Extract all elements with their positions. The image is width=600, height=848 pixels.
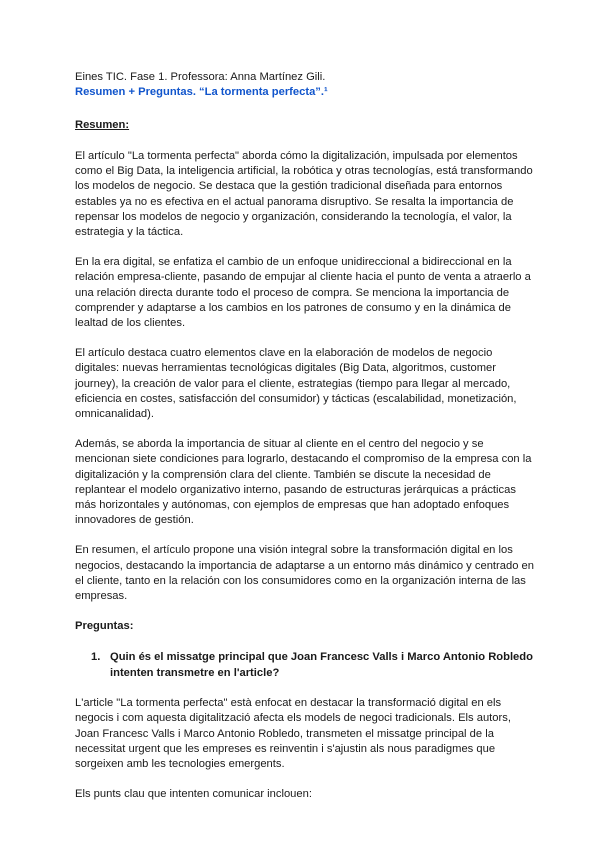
preguntas-heading: Preguntas:: [75, 620, 134, 633]
resumen-paragraph-3: El artículo destaca cuatro elementos clave en la elaboración de modelos de negocio digitales: nuevas herramientas tecnológicas digitales (Big Data, algoritmos, customer journey), la creación de valor para el cliente, estrategias (tiempo para llegar al mercado, eficiencia en costes, satisfacción del consumidor) y tácticas (escalabilidad, monetización, omnicanalidad).: [75, 347, 517, 421]
resumen-paragraph-5: En resumen, el artículo propone una visión integral sobre la transformación digital en los negocios, destacando la importancia de adaptarse a un entorno más dinámico y centrado en el cliente, tanto en la relación con los consumidores como en la organización interna de las empresas.: [75, 544, 534, 603]
document-subtitle: Resumen + Preguntas. “La tormenta perfecta”.¹: [75, 86, 328, 98]
course-header: Eines TIC. Fase 1. Professora: Anna Martínez Gili.: [75, 71, 326, 83]
resumen-paragraph-4: Además, se aborda la importancia de situar al cliente en el centro del negocio y se mencionan siete condiciones para lograrlo, destacando el compromiso de la empresa con la digitalización y la comprensión clara del cliente. También se discute la necesidad de replantear el modelo organizativo interno, pasando de estructuras jerárquicas a prácticas más horizontales y autónomas, con ejemplos de empresas que han adoptado enfoques innovadores de gestión.: [75, 438, 532, 527]
resumen-paragraph-2: En la era digital, se enfatiza el cambio de un enfoque unidireccional a bidireccional en la relación empresa-cliente, pasando de empujar al cliente hacia el punto de venta a atraerlo a una relación directa durante todo el proceso de compra. Se menciona la importancia de comprender y adaptarse a los cambios en los patrones de consumo y en la dinámica de lealtad de los clientes.: [75, 256, 531, 330]
question-1-text: Quin és el missatge principal que Joan Francesc Valls i Marco Antonio Robledo intenten transmetre en l'article?: [110, 651, 533, 679]
question-1-number: 1.: [91, 651, 101, 664]
answer-1-paragraph-2: Els punts clau que intenten comunicar inclouen:: [75, 788, 312, 801]
document-body: [75, 70, 535, 818]
resumen-heading-text: Resumen:: [75, 119, 130, 131]
resumen-paragraph-1: El artículo "La tormenta perfecta" aborda cómo la digitalización, impulsada por elementos como el Big Data, la inteligencia artificial, la robótica y otras tecnologías, está transformando los modelos de negocio. Se destaca que la gestión tradicional diseñada para entornos estables ya no es efectiva en el actual panorama disruptivo. Se resalta la importancia de repensar los modelos de negocio y organización, considerando la tecnología, el valor, la estrategia y la táctica.: [75, 150, 533, 239]
question-1: [75, 650, 535, 681]
answer-1-paragraph-1: L'article "La tormenta perfecta" està enfocat en destacar la transformació digital en els negocis i com aquesta digitalització afecta els models de negoci tradicionals. Els autors, Joan Francesc Valls i Marco Antonio Robledo, transmeten el missatge principal de la necessitat urgent que les empreses es reinventin i s'ajustin als nous paradigmes que sorgeixen amb les tecnologies emergents.: [75, 697, 511, 771]
resumen-heading: [75, 118, 535, 133]
